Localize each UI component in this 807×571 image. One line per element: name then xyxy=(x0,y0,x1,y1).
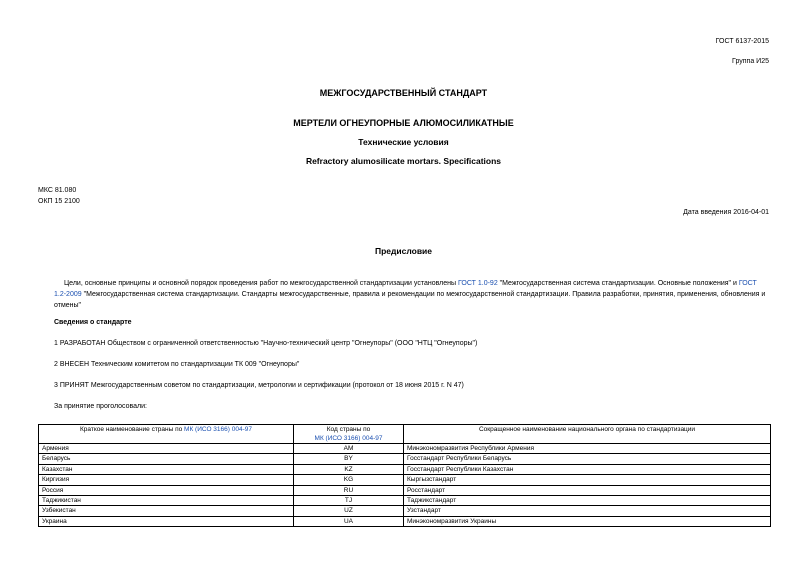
document-subtitle: Технические условия xyxy=(358,137,449,147)
voted-for-label: За принятие проголосовали: xyxy=(54,403,147,410)
mks-code: МКС 81.080 xyxy=(38,187,77,194)
column-header-country xyxy=(39,425,294,444)
country-name: Беларусь xyxy=(39,454,294,464)
table-row xyxy=(39,516,771,526)
national-body: Госстандарт Республики Казахстан xyxy=(404,464,771,474)
country-name: Россия xyxy=(39,485,294,495)
national-body: Таджикстандарт xyxy=(404,495,771,505)
country-code: KG xyxy=(294,475,404,485)
table-row xyxy=(39,475,771,485)
document-group: Группа И25 xyxy=(732,58,769,65)
country-code: UA xyxy=(294,516,404,526)
foreword-text-part: "Межгосударственная система стандартизации. Стандарты межгосударственные, правила и рекомендации по межгосударственной стандартизации. Правила разработки, принятия, применения, обновления и отмены" xyxy=(54,291,766,309)
table-row xyxy=(39,506,771,516)
national-body: Минэкономразвития Республики Армения xyxy=(404,444,771,454)
document-title-english: Refractory alumosilicate mortars. Specifications xyxy=(305,156,502,166)
adopted-by-item: 3 ПРИНЯТ Межгосударственным советом по стандартизации, метрологии и сертификации (протокол от 18 июня 2015 г. N 47) xyxy=(54,382,464,389)
country-code: BY xyxy=(294,454,404,464)
country-code: UZ xyxy=(294,506,404,516)
foreword-heading: Предисловие xyxy=(374,246,433,256)
document-number: ГОСТ 6137-2015 xyxy=(715,38,769,45)
column-header-code-text: Код страны по xyxy=(326,426,371,433)
country-name: Украина xyxy=(39,516,294,526)
standard-type-heading: МЕЖГОСУДАРСТВЕННЫЙ СТАНДАРТ xyxy=(319,88,488,98)
column-header-code xyxy=(294,425,404,444)
document-title: МЕРТЕЛИ ОГНЕУПОРНЫЕ АЛЮМОСИЛИКАТНЫЕ xyxy=(293,118,514,128)
foreword-text-part: "Межгосударственная система стандартизации. Основные положения" и xyxy=(497,280,739,287)
country-code: TJ xyxy=(294,495,404,505)
country-name: Узбекистан xyxy=(39,506,294,516)
column-header-country-text: Краткое наименование страны по xyxy=(80,426,185,433)
mk-iso-3166-link[interactable]: МК (ИСО 3166) 004-97 xyxy=(184,426,252,433)
table-row xyxy=(39,495,771,505)
country-code: KZ xyxy=(294,464,404,474)
table-row xyxy=(39,454,771,464)
column-header-body: Сокращенное наименование национального органа по стандартизации xyxy=(404,425,771,444)
voting-countries-table xyxy=(38,424,771,527)
standard-info-heading: Сведения о стандарте xyxy=(54,319,132,326)
country-name: Киргизия xyxy=(39,475,294,485)
national-body: Узстандарт xyxy=(404,506,771,516)
national-body: Госстандарт Республики Беларусь xyxy=(404,454,771,464)
foreword-text-part: Цели, основные принципы и основной порядок проведения работ по межгосударственной стандартизации установлены xyxy=(64,280,458,287)
table-row xyxy=(39,464,771,474)
mk-iso-3166-link[interactable]: МК (ИСО 3166) 004-97 xyxy=(314,435,383,442)
country-name: Армения xyxy=(39,444,294,454)
national-body: Кыргызстандарт xyxy=(404,475,771,485)
country-code: AM xyxy=(294,444,404,454)
table-row xyxy=(39,485,771,495)
country-code: RU xyxy=(294,485,404,495)
table-header-row xyxy=(39,425,771,444)
introduced-by-item: 2 ВНЕСЕН Техническим комитетом по стандартизации ТК 009 "Огнеупоры" xyxy=(54,361,300,368)
country-name: Таджикистан xyxy=(39,495,294,505)
gost-1-0-92-link[interactable]: ГОСТ 1.0-92 xyxy=(457,280,498,287)
developed-by-item: 1 РАЗРАБОТАН Обществом с ограниченной ответственностью "Научно-технический центр "Огнеупоры" (ООО "НТЦ "Огнеупоры") xyxy=(54,340,478,347)
foreword-paragraph xyxy=(54,278,770,311)
table-row xyxy=(39,444,771,454)
gost-1-2-2009-link[interactable]: ГОСТ 1.2-2009 xyxy=(54,280,757,298)
introduction-date: Дата введения 2016-04-01 xyxy=(683,209,769,216)
okp-code: ОКП 15 2100 xyxy=(38,198,80,205)
country-name: Казахстан xyxy=(39,464,294,474)
national-body: Минэкономразвития Украины xyxy=(404,516,771,526)
national-body: Росстандарт xyxy=(404,485,771,495)
